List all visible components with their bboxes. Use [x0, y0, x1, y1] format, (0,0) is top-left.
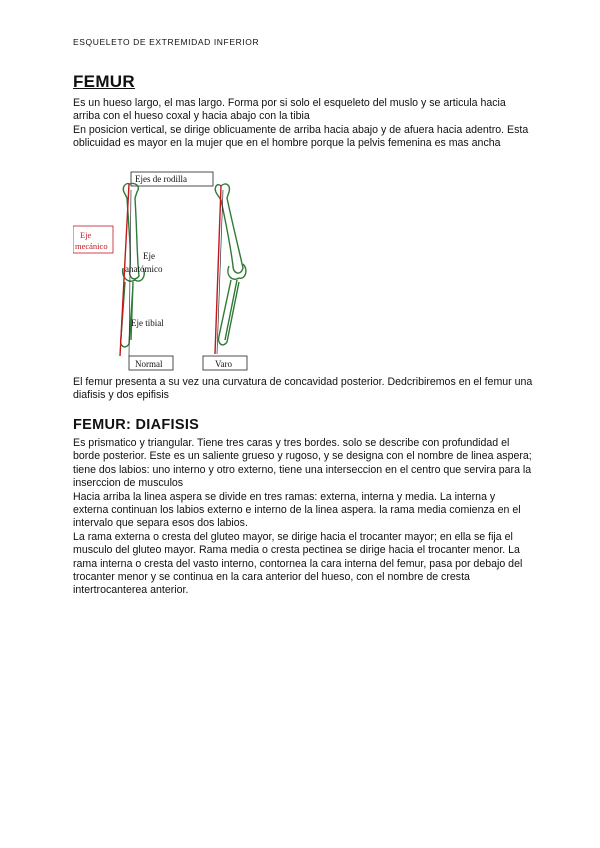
- diafisis-body: [73, 437, 533, 598]
- femur-curvature-paragraph: El femur presenta a su vez una curvatura de concavidad posterior. Dedcribiremos en el femur una diafisis y dos epifisis: [73, 376, 533, 402]
- varo-tibia-bone: [219, 280, 239, 345]
- label-ejes-de-rodilla: Ejes de rodilla: [135, 174, 187, 184]
- label-normal: Normal: [135, 359, 163, 369]
- femur-paragraph-1: Es un hueso largo, el mas largo. Forma por si solo el esqueleto del muslo y se articula hacia arriba con el hueso coxal y hacia abajo con la tibia: [73, 97, 506, 123]
- label-eje-anatomico-1: Eje: [143, 251, 155, 261]
- femur-intro: [73, 97, 533, 151]
- label-eje-anatomico-2: anatómico: [125, 264, 163, 274]
- femur-paragraph-2: En posicion vertical, se dirige oblicuamente de arriba hacia abajo y de afuera hacia adentro. Esta oblicuidad es mayor en la mujer que en el hombre porque la pelvis femenina es mas ancha: [73, 123, 529, 150]
- heading-femur: FEMUR: [73, 72, 135, 91]
- knee-axes-figure: [73, 170, 268, 372]
- heading-femur-diafisis: FEMUR: DIAFISIS: [73, 417, 200, 433]
- label-eje-mecanico-1: Eje: [80, 230, 92, 240]
- label-eje-mecanico-2: mecánico: [75, 241, 108, 251]
- diafisis-paragraph-3: La rama externa o cresta del gluteo mayor, se dirige hacia el trocanter mayor; en ella se fija el musculo del gluteo mayor. Rama media o cresta pectinea se dirige hacia el trocanter menor. La rama interna o cresta del vasto interno, contornea la cara interna del femur, pasa por debajo del trocanter menor y se continua en la cara anterior del hueso, con el nombre de cresta intertrocanterea anterior.: [73, 530, 523, 597]
- varo-leg-illustration: [215, 184, 246, 354]
- label-varo: Varo: [215, 359, 232, 369]
- label-eje-tibial: Eje tibial: [131, 318, 164, 328]
- document-header: ESQUELETO DE EXTREMIDAD INFERIOR: [73, 37, 260, 47]
- diafisis-paragraph-2: Hacia arriba la linea aspera se divide en tres ramas: externa, interna y media. La interna y externa continuan los labios externo e interno de la linea aspera. la rama media comienza en el intervalo que separa esos dos labios.: [73, 490, 521, 530]
- diafisis-paragraph-1: Es prismatico y triangular. Tiene tres caras y tres bordes. solo se describe con profundidad el borde posterior. Este es un saliente grueso y rugoso, y se designa con el nombre de linea aspera; tiene dos labios: uno interno y otro externo, tiene una interseccion en el centro que servira para la inserccion de musculos: [73, 437, 532, 490]
